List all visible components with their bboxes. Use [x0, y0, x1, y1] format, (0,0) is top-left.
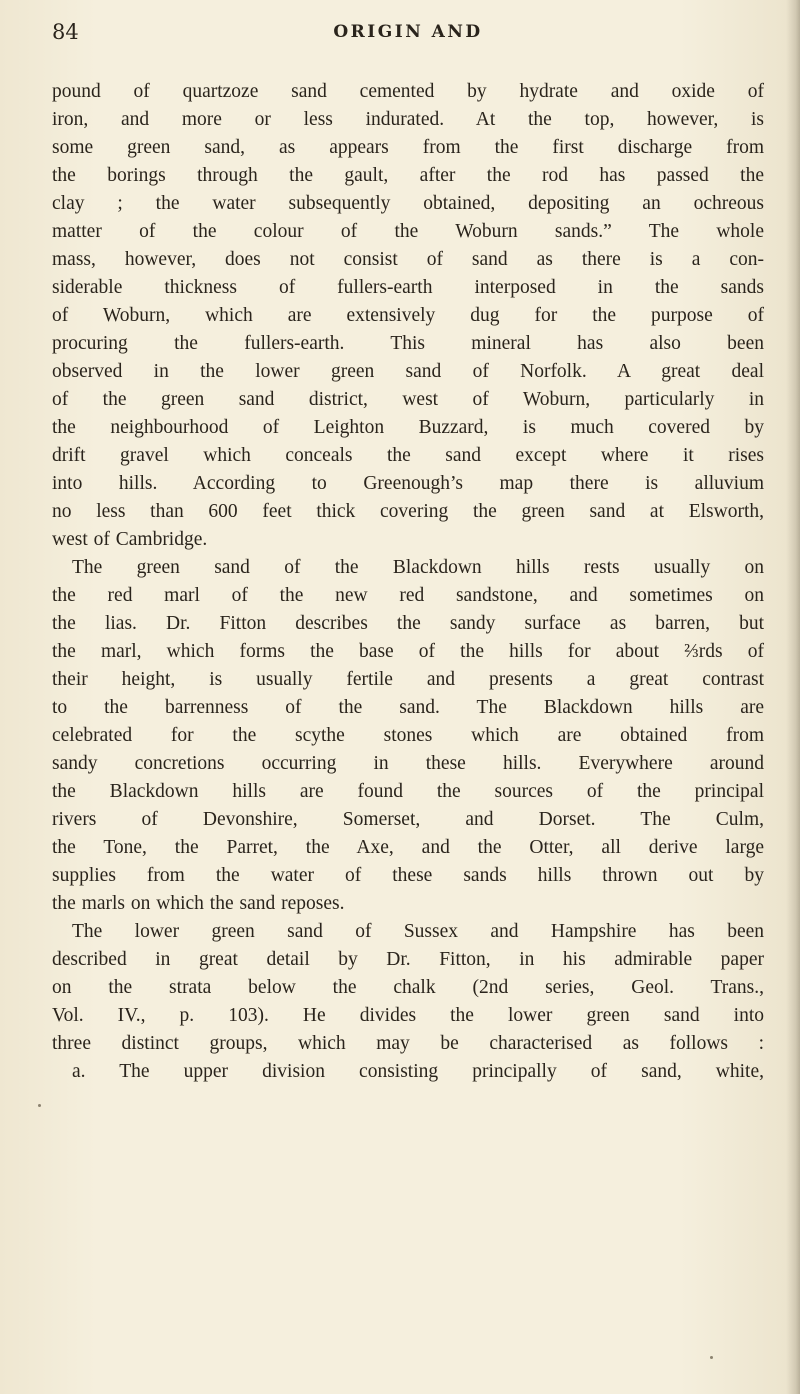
- text-line: The lower green sand of Sussex and Hampshire has been: [72, 921, 764, 942]
- text-line: the borings through the gault, after the rod has passed the: [52, 165, 764, 186]
- text-line: siderable thickness of fullers-earth interposed in the sands: [52, 277, 764, 298]
- text-line: their height, is usually fertile and presents a great contrast: [52, 669, 764, 690]
- text-line: mass, however, does not consist of sand as there is a con-: [52, 249, 764, 270]
- text-line: celebrated for the scythe stones which are obtained from: [52, 725, 764, 746]
- text-line: matter of the colour of the Woburn sands.” The whole: [52, 221, 764, 242]
- text-line: of Woburn, which are extensively dug for the purpose of: [52, 305, 764, 326]
- text-line: rivers of Devonshire, Somerset, and Dorset. The Culm,: [52, 809, 764, 830]
- text-line: to the barrenness of the sand. The Blackdown hills are: [52, 697, 764, 718]
- text-line: some green sand, as appears from the first discharge from: [52, 137, 764, 158]
- text-line: a. The upper division consisting principally of sand, white,: [72, 1061, 764, 1082]
- page-header: [52, 20, 764, 50]
- text-line: three distinct groups, which may be characterised as follows :: [52, 1033, 764, 1054]
- text-line: Vol. IV., p. 103). He divides the lower green sand into: [52, 1005, 764, 1026]
- text-line: clay ; the water subsequently obtained, depositing an ochreous: [52, 193, 764, 214]
- text-line: supplies from the water of these sands hills thrown out by: [52, 865, 764, 886]
- text-line: observed in the lower green sand of Norfolk. A great deal: [52, 361, 764, 382]
- text-line: pound of quartzoze sand cemented by hydrate and oxide of: [52, 81, 764, 102]
- text-line: on the strata below the chalk (2nd series, Geol. Trans.,: [52, 977, 764, 998]
- page-edge-shadow: [786, 0, 800, 1394]
- text-line: the neighbourhood of Leighton Buzzard, is much covered by: [52, 417, 764, 438]
- text-line: into hills. According to Greenough’s map there is alluvium: [52, 473, 764, 494]
- ink-speck: [710, 1356, 713, 1359]
- running-head: ORIGIN AND: [333, 22, 483, 42]
- text-line: sandy concretions occurring in these hills. Everywhere around: [52, 753, 764, 774]
- text-line: no less than 600 feet thick covering the green sand at Elsworth,: [52, 501, 764, 522]
- text-line: the marls on which the sand reposes.: [52, 893, 345, 914]
- text-line: described in great detail by Dr. Fitton, in his admirable paper: [52, 949, 764, 970]
- text-line: the marl, which forms the base of the hills for about ⅔rds of: [52, 641, 764, 662]
- text-line: procuring the fullers-earth. This mineral has also been: [52, 333, 764, 354]
- ink-speck: [38, 1104, 41, 1107]
- text-line: iron, and more or less indurated. At the top, however, is: [52, 109, 764, 130]
- text-line: west of Cambridge.: [52, 529, 208, 550]
- text-line: of the green sand district, west of Woburn, particularly in: [52, 389, 764, 410]
- page-number: 84: [52, 20, 79, 44]
- body-text: [52, 78, 764, 1086]
- text-line: the red marl of the new red sandstone, and sometimes on: [52, 585, 764, 606]
- text-line: drift gravel which conceals the sand except where it rises: [52, 445, 764, 466]
- text-line: the Blackdown hills are found the sources of the principal: [52, 781, 764, 802]
- text-line: the Tone, the Parret, the Axe, and the Otter, all derive large: [52, 837, 764, 858]
- text-line: The green sand of the Blackdown hills rests usually on: [72, 557, 764, 578]
- text-line: the lias. Dr. Fitton describes the sandy surface as barren, but: [52, 613, 764, 634]
